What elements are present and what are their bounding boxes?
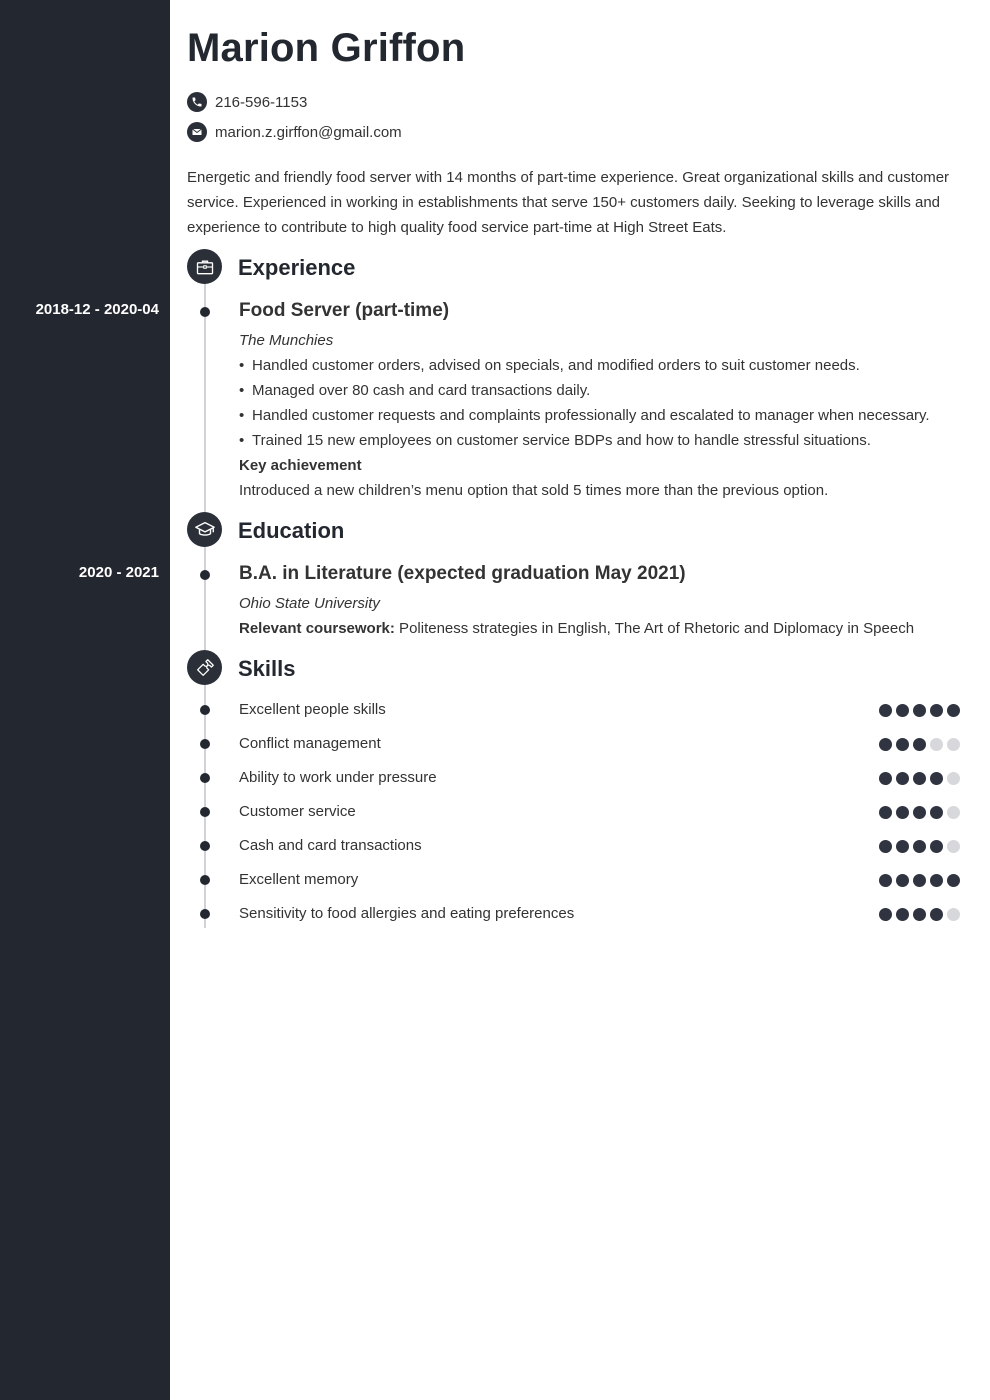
skill-rating (875, 806, 960, 819)
rating-dot-filled (913, 874, 926, 887)
rating-dot-empty (947, 772, 960, 785)
rating-dot-filled (896, 704, 909, 717)
rating-dot-filled (913, 908, 926, 921)
rating-dot-filled (930, 704, 943, 717)
rating-dot-filled (896, 806, 909, 819)
skill-row (239, 803, 960, 823)
timeline-dot (200, 570, 210, 580)
contact-phone (187, 92, 307, 112)
puzzle-piece-icon (187, 650, 222, 685)
section-title-skills: Skills (238, 656, 296, 681)
skill-name: Ability to work under pressure (239, 769, 437, 786)
summary-paragraph: Energetic and friendly food server with 14 months of part-time experience. Great organizational skills and customer service. Experienced in working in establishments that serve 150+ customers daily. Seeking to leverage skills and experience to contribute to high quality food service part-time at High Street Eats. (187, 169, 950, 236)
graduation-cap-icon (187, 512, 222, 547)
rating-dot-filled (930, 772, 943, 785)
skill-rating (875, 772, 960, 785)
company-name: The Munchies (239, 332, 334, 349)
skill-row (239, 837, 960, 857)
key-achievement-text: Introduced a new children’s menu option that sold 5 times more than the previous option. (239, 482, 829, 499)
rating-dot-filled (913, 806, 926, 819)
rating-dot-filled (879, 704, 892, 717)
rating-dot-filled (896, 738, 909, 751)
rating-dot-filled (879, 874, 892, 887)
rating-dot-empty (930, 738, 943, 751)
rating-dot-empty (947, 908, 960, 921)
skill-name: Customer service (239, 803, 356, 820)
timeline-dot (200, 807, 210, 817)
contact-email (187, 122, 402, 142)
timeline-line (204, 266, 206, 928)
coursework (239, 620, 914, 637)
rating-dot-empty (947, 806, 960, 819)
skill-name: Excellent memory (239, 871, 359, 888)
timeline-dot (200, 739, 210, 749)
rating-dot-filled (896, 874, 909, 887)
degree-title: B.A. in Literature (expected graduation May 2021) (239, 563, 686, 584)
rating-dot-filled (930, 840, 943, 853)
timeline-dot (200, 307, 210, 317)
left-sidebar (0, 0, 170, 1400)
list-item: • Trained 15 new employees on customer service BDPs and how to handle stressful situations. (239, 432, 871, 449)
school-name: Ohio State University (239, 595, 380, 612)
skill-name: Cash and card transactions (239, 837, 422, 854)
rating-dot-filled (930, 806, 943, 819)
timeline-dot (200, 909, 210, 919)
skill-rating (875, 840, 960, 853)
job-title: Food Server (part-time) (239, 300, 450, 321)
candidate-name: Marion Griffon (187, 26, 466, 70)
skill-name: Conflict management (239, 735, 381, 752)
skill-row (239, 905, 960, 925)
list-item: • Handled customer orders, advised on specials, and modified orders to suit customer needs. (239, 357, 860, 374)
briefcase-icon (187, 249, 222, 284)
rating-dot-filled (930, 908, 943, 921)
timeline-dot (200, 773, 210, 783)
rating-dot-filled (947, 874, 960, 887)
rating-dot-filled (913, 738, 926, 751)
section-title-experience: Experience (238, 255, 356, 280)
skill-row (239, 871, 960, 891)
rating-dot-filled (913, 704, 926, 717)
rating-dot-filled (896, 772, 909, 785)
skill-row (239, 769, 960, 789)
rating-dot-filled (879, 840, 892, 853)
timeline-dot (200, 705, 210, 715)
timeline-dot (200, 841, 210, 851)
experience-dates: 2018-12 - 2020-04 (35, 301, 159, 318)
rating-dot-filled (913, 840, 926, 853)
rating-dot-filled (879, 806, 892, 819)
rating-dot-empty (947, 840, 960, 853)
coursework-text: Politeness strategies in English, The Art of Rhetoric and Diplomacy in Speech (394, 620, 915, 637)
skill-row (239, 701, 960, 721)
list-item: • Managed over 80 cash and card transactions daily. (239, 382, 591, 399)
skill-rating (875, 874, 960, 887)
rating-dot-filled (879, 908, 892, 921)
rating-dot-filled (947, 704, 960, 717)
phone-icon (187, 92, 207, 112)
skill-rating (875, 738, 960, 751)
rating-dot-filled (879, 738, 892, 751)
skill-row (239, 735, 960, 755)
rating-dot-filled (896, 908, 909, 921)
key-achievement-label: Key achievement (239, 457, 362, 474)
coursework-label: Relevant coursework: (239, 620, 395, 637)
rating-dot-filled (913, 772, 926, 785)
rating-dot-filled (896, 840, 909, 853)
phone-text: 216-596-1153 (215, 93, 308, 111)
rating-dot-empty (947, 738, 960, 751)
envelope-icon (187, 122, 207, 142)
email-text: marion.z.girffon@gmail.com (215, 123, 402, 141)
rating-dot-filled (879, 772, 892, 785)
rating-dot-filled (930, 874, 943, 887)
skill-name: Excellent people skills (239, 701, 386, 718)
timeline-dot (200, 875, 210, 885)
education-dates: 2020 - 2021 (78, 564, 159, 581)
skill-rating (875, 908, 960, 921)
skill-rating (875, 704, 960, 717)
list-item: • Handled customer requests and complaints professionally and escalated to manager when necessary. (239, 407, 930, 424)
skill-name: Sensitivity to food allergies and eating preferences (239, 905, 575, 922)
section-title-education: Education (238, 518, 345, 543)
